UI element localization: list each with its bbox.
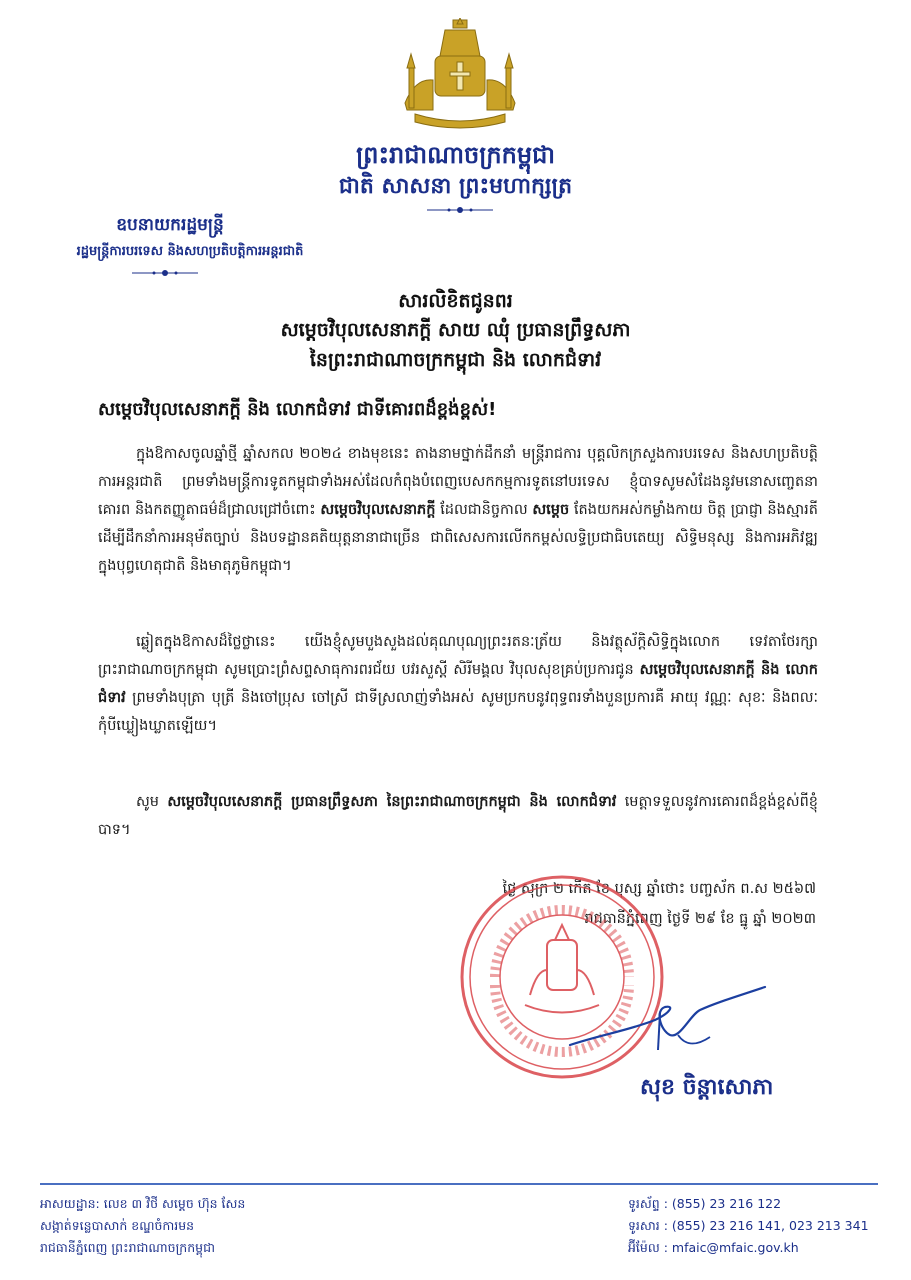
body-paragraph-1: ក្នុងឱកាសចូលឆ្នាំថ្មី ឆ្នាំសកល ២០២៤ ខាងមុខនេះ តាងនាមថ្នាក់ដឹកនាំ មន្ត្រីរាជការ បុគ្គលិកក្រសួងការបរទេស និងសហប្រតិបត្តិការអន្តរជាតិ ព្រមទាំងមន្ត្រីការទូតកម្ពុជាទាំងអស់ដែលកំពុងបំពេញបេសកកម្មការទូតនៅបរទេស ខ្ញុំបាទសូមសំដែងនូវមនោសញ្ចេតនាគោរព និងកតញ្ញូតាធម៌ដ៏ជ្រាលជ្រៅចំពោះ សម្តេចវិបុលសេនាភក្តី ដែលជានិច្ចកាល សម្តេច តែងយកអស់កម្លាំងកាយ ចិត្ត ប្រាជ្ញា និងស្មារតី ដើម្បីដឹកនាំការអនុម័តច្បាប់ និងបទដ្ឋានគតិយុត្តនានាជាច្រើន ជាពិសេសការលើកកម្ពស់លទ្ធិប្រជាធិបតេយ្យ សិទ្ធិមនុស្ស និងការអភិវឌ្ឍ ក្នុងបុព្វហេតុជាតិ និងមាតុភូមិកម្ពុជា។	[98, 446, 818, 574]
footer-divider	[40, 1183, 878, 1185]
divider-ornament-icon	[130, 268, 200, 278]
signer-name: សុខ ចិន្តាសោភា	[640, 1075, 774, 1100]
signature-icon	[560, 975, 790, 1065]
letter-heading: សារលិខិតជូនពរ	[398, 290, 513, 312]
footer-contacts	[628, 1193, 898, 1259]
salutation: សម្តេចវិបុលសេនាភក្តី និង លោកជំទាវ ជាទីគោរពដ៏ខ្ពង់ខ្ពស់!	[98, 399, 497, 420]
date-solar: រាជធានីភ្នំពេញ ថ្ងៃទី ២៩ ខែ ធ្នូ ឆ្នាំ ២០២៣	[584, 911, 816, 927]
email-address[interactable]: អ៊ីម៉ែល : mfaic@mfaic.gov.kh	[628, 1240, 799, 1255]
office-title: ឧបនាយករដ្ឋមន្ត្រី	[116, 215, 224, 235]
body-paragraph-2: ឆ្លៀតក្នុងឱកាសដ៏ថ្លៃថ្លានេះ យើងខ្ញុំសូមបួងសួងដល់គុណបុណ្យព្រះរតនៈត្រ័យ និងវត្ថុស័ក្តិសិទ្ធិក្នុងលោក ទេវតាថែរក្សាព្រះរាជាណាចក្រកម្ពុជា សូមប្រោះព្រំសព្ទសាធុការពរជ័យ បវរសួស្តី សិរីមង្គល វិបុលសុខគ្រប់ប្រការជូន សម្តេចវិបុលសេនាភក្តី និង លោកជំទាវ ព្រមទាំងបុត្រា បុត្រី និងចៅប្រុស ចៅស្រី ជាទីស្រលាញ់ទាំងអស់ សូមប្រកបនូវពុទ្ធពរទាំងបួនប្រការគឺ អាយុ វណ្ណៈ សុខៈ និងពលៈ កុំបីឃ្លៀងឃ្លាតឡើយ។	[98, 634, 818, 734]
address-line: រាជធានីភ្នំពេញ ព្រះរាជាណាចក្រកម្ពុជា	[40, 1240, 215, 1255]
office-subtitle: រដ្ឋមន្ត្រីការបរទេស និងសហប្រតិបត្តិការអន្តរជាតិ	[76, 244, 304, 259]
date-lunar: ថ្ងៃ សុក្រ ២ កើត ខែ បុស្ស ឆ្នាំថោះ បញ្ចស័ក ព.ស ២៥៦៧	[502, 881, 816, 897]
fax-number: ទូរសារ : (855) 23 216 141, 023 213 341	[628, 1218, 869, 1233]
letter-heading-recipient: សម្តេចវិបុលសេនាភក្តី សាយ ឈុំ ប្រធានព្រឹទ្ធសភា	[280, 319, 631, 341]
letter-heading-recipient-cont: នៃព្រះរាជាណាចក្រកម្ពុជា និង លោកជំទាវ	[309, 349, 602, 371]
royal-coat-of-arms-icon	[395, 18, 525, 130]
kingdom-name: ព្រះរាជាណាចក្រកម្ពុជា	[356, 141, 555, 169]
divider-ornament-icon	[425, 205, 495, 215]
national-motto: ជាតិ សាសនា ព្រះមហាក្សត្រ	[338, 174, 573, 199]
footer-address	[40, 1193, 460, 1259]
body-paragraph-3: សូម សម្តេចវិបុលសេនាភក្តី ប្រធានព្រឹទ្ធសភា នៃព្រះរាជាណាចក្រកម្ពុជា និង លោកជំទាវ មេត្តាទទួលនូវការគោរពដ៏ខ្ពង់ខ្ពស់ពីខ្ញុំបាទ។	[98, 794, 818, 838]
address-line: សង្កាត់ទន្លេបាសាក់ ខណ្ឌចំការមន	[40, 1218, 195, 1233]
phone-number: ទូរស័ព្ទ : (855) 23 216 122	[628, 1196, 782, 1211]
address-line: អាសយដ្ឋាន: លេខ ៣ វិថី សម្តេច ហ៊ុន សែន	[40, 1196, 246, 1211]
